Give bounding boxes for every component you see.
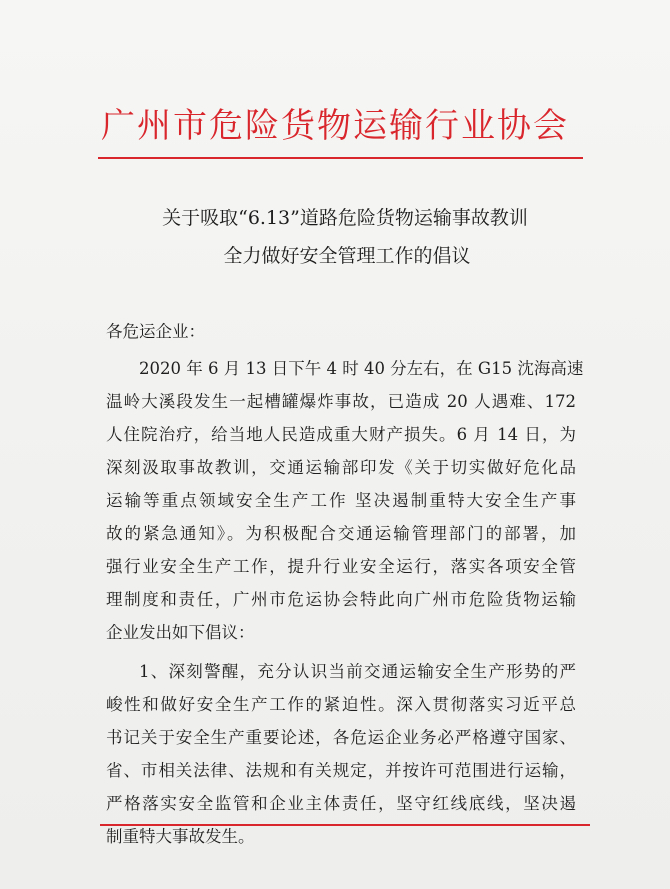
paragraph-line: 温岭大溪段发生一起槽罐爆炸事故，已造成 20 人遇难、172	[106, 392, 576, 411]
paragraph-line: 省、市相关法律、法规和有关规定，并按许可范围进行运输，	[106, 761, 576, 780]
letterhead-red-rule	[98, 157, 583, 159]
salutation: 各危运企业：	[106, 322, 205, 341]
paragraph-line: 故的紧急通知》。为积极配合交通运输管理部门的部署，加	[106, 524, 576, 543]
paragraph-line: 2020 年 6 月 13 日下午 4 时 40 分左右，在 G15 沈海高速	[139, 359, 584, 378]
paragraph-line: 深刻汲取事故教训，交通运输部印发《关于切实做好危化品	[106, 458, 576, 477]
paragraph-line: 1、深刻警醒，充分认识当前交通运输安全生产形势的严	[139, 662, 576, 681]
paragraph-line: 运输等重点领域安全生产工作 坚决遏制重特大安全生产事	[106, 491, 576, 510]
paragraph-line: 书记关于安全生产重要论述，各危运企业务必严格遵守国家、	[106, 728, 576, 747]
paragraph-line: 严格落实安全监管和企业主体责任，坚守红线底线，坚决遏	[106, 794, 576, 813]
document-title-line-2: 全力做好安全管理工作的倡议	[223, 245, 471, 267]
paragraph-1	[106, 352, 584, 649]
document-title-line-1: 关于吸取“6.13”道路危险货物运输事故教训	[162, 207, 528, 229]
letterhead-title: 广州市危险货物运输行业协会	[101, 106, 569, 146]
paragraph-line: 制重特大事故发生。	[106, 827, 255, 846]
paragraph-line: 峻性和做好安全生产工作的紧迫性。深入贯彻落实习近平总	[106, 695, 576, 714]
document-body	[106, 315, 584, 853]
paragraph-line: 人住院治疗，给当地人民造成重大财产损失。6 月 14 日，为	[106, 425, 576, 444]
paragraph-line: 强行业安全生产工作，提升行业安全运行，落实各项安全管	[106, 557, 576, 576]
paragraph-line: 理制度和责任，广州市危运协会特此向广州市危险货物运输	[106, 590, 576, 609]
footer-red-rule	[100, 824, 590, 826]
paragraph-line: 企业发出如下倡议：	[106, 623, 255, 642]
